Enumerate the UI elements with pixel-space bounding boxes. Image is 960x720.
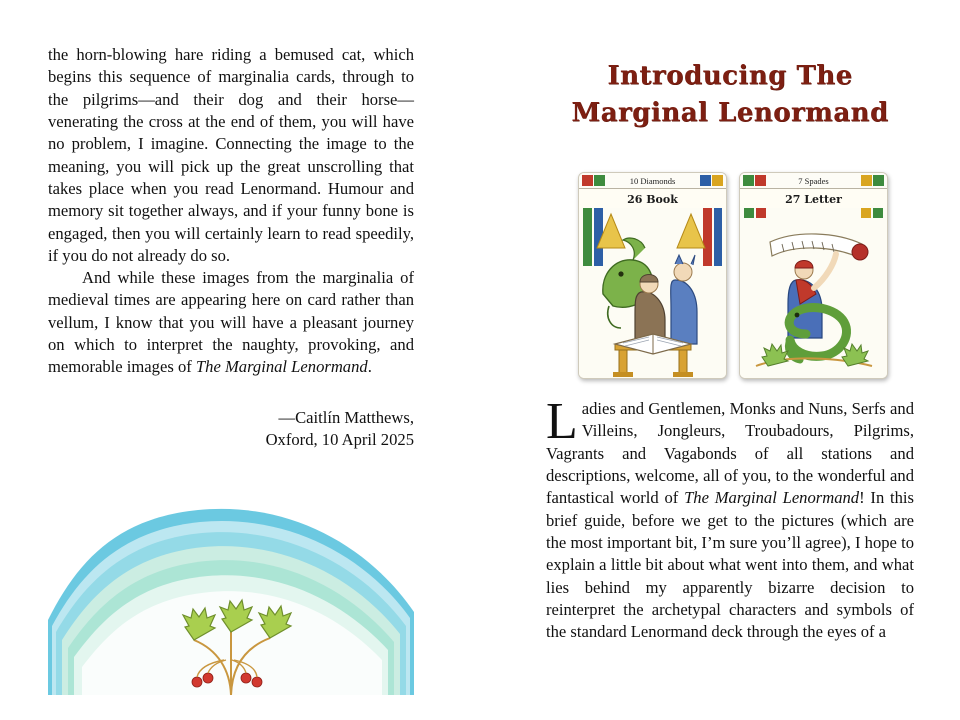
left-paragraph-2-end: . [367, 357, 372, 377]
card-suit-label: 7 Spades [798, 175, 829, 186]
page-title-line-2: Marginal Lenormand [571, 97, 889, 128]
card-26-book [578, 172, 727, 379]
corner-square-icon [743, 175, 754, 186]
card-27-letter [739, 172, 888, 379]
hill-illustration [48, 500, 414, 695]
card-art-monk-reading-book [579, 208, 726, 378]
page-title-line-1: Introducing The [607, 61, 853, 91]
intro-text-part-2: ! In this brief guide, before we get to the pictures (which are the most important bit, I’m sure you’ll agree), I hope to explain a little bit about what went into them, and what lies behind my apparently bizarre decision to reinterpret the archetypal characters and symbols of the standard Lenormand deck through the eyes of a [546, 488, 914, 642]
card-title: 27 Letter [740, 188, 887, 210]
page-title [546, 58, 914, 132]
card-images-row [578, 172, 888, 380]
corner-square-icon [582, 175, 593, 186]
card-art-scribe-with-scroll [740, 208, 887, 378]
corner-square-icon [594, 175, 605, 186]
left-paragraph-2 [48, 267, 414, 379]
corner-square-icon [861, 175, 872, 186]
card-suit-strip [740, 173, 887, 188]
left-column [48, 44, 414, 451]
intro-paragraph [546, 393, 914, 643]
corner-square-icon [712, 175, 723, 186]
right-column [546, 44, 914, 132]
left-paragraph-2-text: And while these images from the marginalia of medieval times are appearing here on card rather than vellum, I know that you will have a pleasant journey on which to interpret the naughty, provoking, and memorable images of [48, 268, 414, 377]
intro-text-part-1: adies and Gentlemen, Monks and Nuns, Serfs and Villeins, Jongleurs, Troubadours, Pilgrims, Vagrants and Vagabonds of all stations and descriptions, welcome, all of you, to the wonderful and fantastical world of [546, 399, 914, 508]
corner-square-icon [755, 175, 766, 186]
signature-author: —Caitlín Matthews, [278, 407, 414, 427]
corner-square-icon [873, 175, 884, 186]
corner-square-icon [700, 175, 711, 186]
card-title: 26 Book [579, 188, 726, 210]
book-title-marginal-lenormand: The Marginal Lenormand [684, 488, 860, 508]
card-suit-strip [579, 173, 726, 188]
left-paragraph-1: the horn-blowing hare riding a bemused cat, which begins this sequence of marginalia cards, through to the pilgrims—and their dog and their horse—venerating the cross at the end of them, you will have no problem, I imagine. Connecting the image to the meaning, you will pick up the great unscrolling that takes place when you read Lenormand. Humour and memory sit together always, and if your funny bone is engaged, then you will certainly learn to read speedily, if you do not already do so. [48, 45, 414, 265]
book-title-marginal-lenormand: The Marginal Lenormand [195, 357, 368, 377]
signature-block [48, 407, 414, 452]
drop-cap: L [546, 393, 578, 450]
card-suit-label: 10 Diamonds [629, 175, 676, 186]
signature-place-date: Oxford, 10 April 2025 [265, 430, 414, 449]
